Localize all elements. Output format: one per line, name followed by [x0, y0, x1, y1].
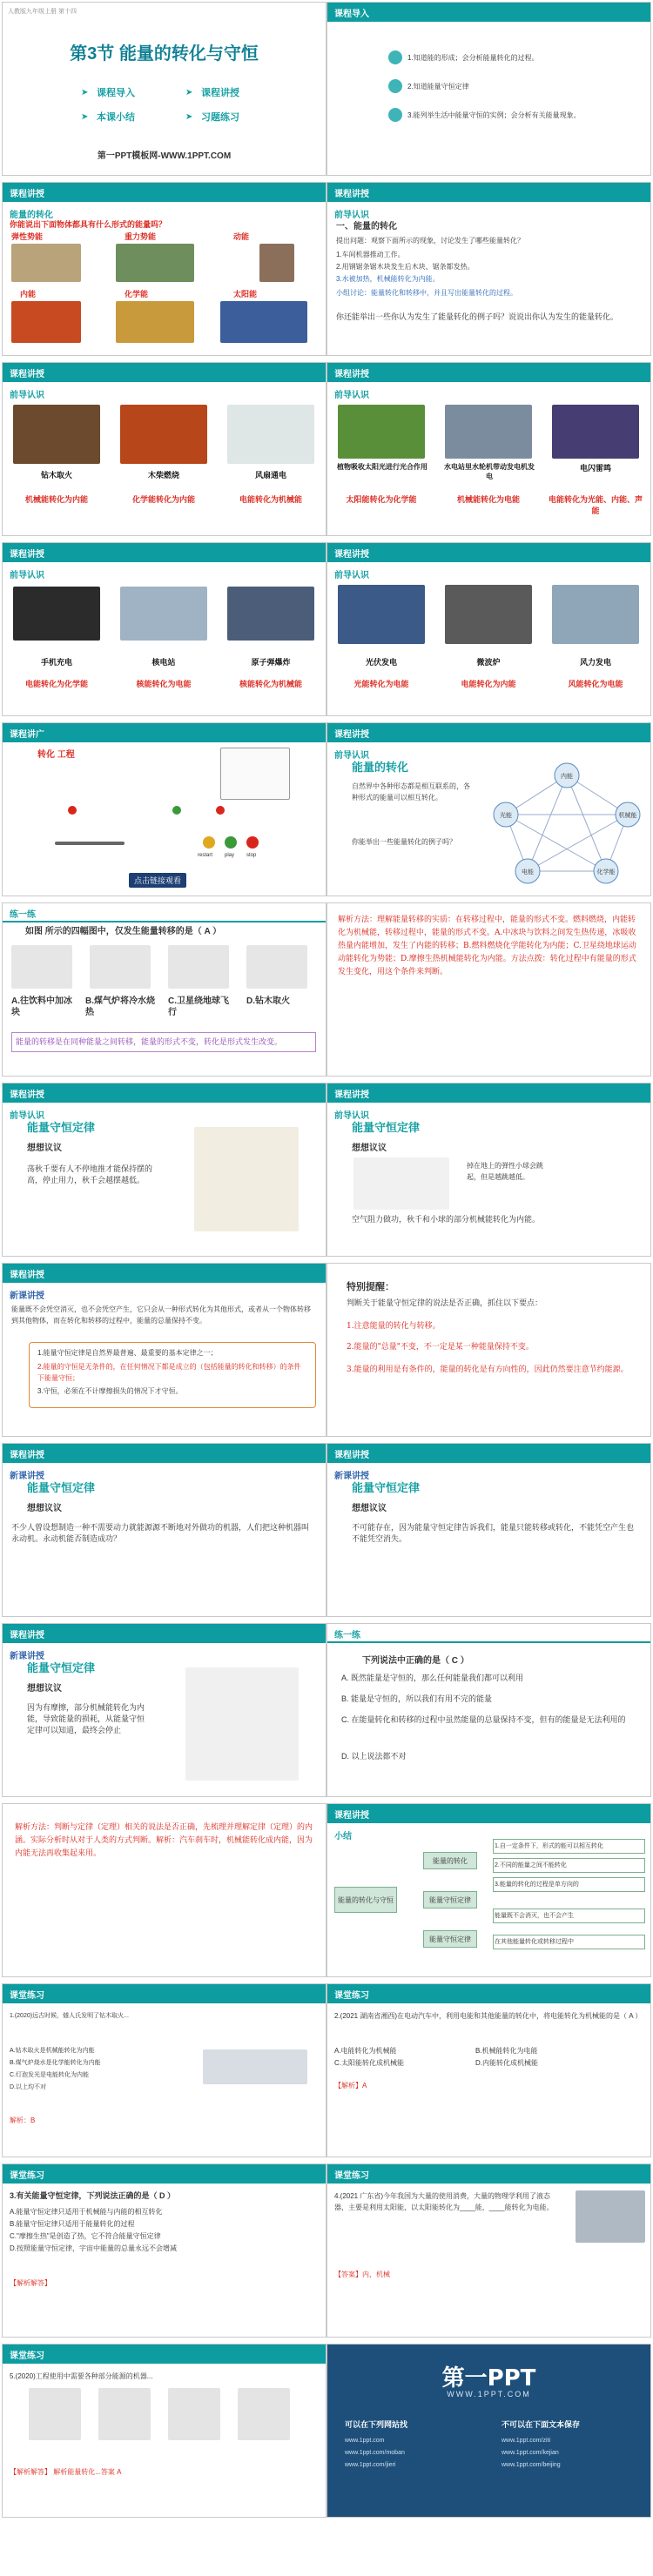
slide-solution-2 [2, 1803, 326, 1977]
answer-text: 【解析解答】 [10, 2279, 51, 2287]
slide-conservation-1 [2, 1083, 326, 1257]
example-caption: 风扇通电 [254, 471, 286, 480]
header-label: 课程导入 [334, 10, 369, 19]
header-label: 课程讲授 [10, 1451, 44, 1460]
header-label: 课程讲授 [334, 730, 369, 740]
option-c[interactable]: C.太阳能转化成机械能 [334, 2059, 404, 2067]
conversion-result: 机械能转化为电能 [456, 495, 520, 504]
slide-header [327, 3, 650, 22]
plant-image [338, 405, 425, 459]
stop-label: stop [246, 853, 257, 858]
mindmap-leaf: 1.自一定条件下，形式的能可以相互转化 [493, 1839, 645, 1854]
header-label: 课程讲授 [10, 1271, 44, 1280]
mindmap-leaf: 2.不同的能量之间不能转化 [493, 1858, 645, 1873]
hydro-image [445, 405, 532, 459]
solution-text: 解析方法：判断与定律（定理）相关的说法是否正确，先梳理并理解定律（定理）的内涵。实际分析时从对于人类的方式判断。解析：汽车刹车时，机械能转化成内能，因为内能无法再收集起来用。 [15, 1823, 313, 1858]
menu-arrow-icon: ➤ [81, 88, 89, 97]
question-text: 5.(2020)工程使用中需要各种部分能源的机器... [10, 2372, 153, 2380]
slide-header [327, 363, 650, 382]
paragraph-2: 你能举出一些能量转化的例子吗？ [352, 838, 456, 846]
menu-arrow-icon: ➤ [185, 112, 193, 122]
slide-header [3, 2164, 326, 2184]
paragraph-1: 因为有摩擦，部分机械能转化为内能，导致能量的损耗，从能量守恒定律可以知道，最终会停止 [27, 1703, 145, 1734]
energy-label-internal: 内能 [20, 290, 37, 299]
menu-arrow-icon: ➤ [81, 112, 89, 122]
slide-examples-4 [326, 542, 651, 716]
slide-conversion-diagram [326, 722, 651, 896]
tips-title: 特别提醒： [347, 1281, 394, 1292]
food-image [116, 301, 194, 343]
slide-header [327, 1624, 650, 1643]
option-a[interactable]: A.能量守恒定律只适用于机械能与内能的相互转化 [10, 2208, 163, 2216]
tip-line: 3.能量的利用是有条件的，能量的转化是有方向性的，因此仍然要注意节约能源。 [347, 1365, 629, 1374]
slide-header [3, 903, 326, 922]
header-label: 课程讲授 [10, 550, 44, 560]
paragraph-4: 3.水被加热，机械能转化为内能。 [336, 275, 440, 283]
restart-label: restart [198, 853, 213, 858]
nuclear-plant-image [120, 587, 207, 641]
node-light: 光能 [500, 813, 512, 819]
site-link[interactable]: www.1ppt.com/moban [345, 2450, 405, 2456]
menu-item-intro[interactable]: 课程导入 [97, 88, 135, 98]
mindmap-branch: 能量守恒定律 [423, 1930, 477, 1948]
note-3: 3.守恒，必须在不计摩擦损失的情况下才守恒。 [37, 1387, 183, 1395]
option-d[interactable]: D.按照能量守恒定律，宇宙中能量的总量永远不会增减 [10, 2244, 177, 2252]
menu-item-exercise[interactable]: 习题练习 [201, 112, 239, 123]
conversion-result: 机械能转化为内能 [24, 495, 88, 504]
option-a[interactable]: A.钻木取火是机械能转化为内能 [10, 2048, 95, 2054]
slide-practice-3 [2, 2163, 326, 2338]
site-link[interactable]: www.1ppt.com/beijing [502, 2462, 561, 2468]
option-c[interactable]: C.灯泡发光是电能转化为内能 [10, 2072, 89, 2078]
slide-energy-conversion-intro [326, 182, 651, 356]
watch-link-button[interactable]: 点击链接观看 [129, 873, 186, 888]
wood-burning-image [120, 405, 207, 464]
slide-header [327, 723, 650, 742]
paragraph-1: 不可能存在，因为能量守恒定律告诉我们，能量只能转移或转化，不能凭空产生也不能凭空消失。 [352, 1523, 635, 1543]
slide-exercise-1 [2, 902, 326, 1077]
section-heading: 一、能量的转化 [336, 222, 397, 231]
tip-line: 1.注意能量的转化与转移。 [347, 1322, 441, 1331]
question-text: 1.(2020)远古时候，燧人氏发明了钻木取火... [10, 2013, 129, 2019]
slide-header [3, 1264, 326, 1283]
energy-label-elastic: 弹性势能 [11, 232, 44, 241]
option-b[interactable]: B.机械能转化为电能 [475, 2047, 538, 2055]
ice-drink-image [11, 945, 72, 989]
option-c[interactable]: C.卫星绕地球飞行 [168, 996, 229, 1017]
explanation-box: 能量的转移是在同种能量之间转移，能量的形式不变，转化是形式发生改变。 [11, 1032, 316, 1052]
example-caption: 木柴燃烧 [147, 471, 179, 480]
conversion-result: 光能转化为电能 [353, 680, 409, 688]
header-label: 课堂练习 [334, 2171, 369, 2181]
play-button[interactable] [225, 836, 237, 849]
section-tag: 前导认识 [334, 211, 369, 220]
header-label: 课堂练习 [10, 2171, 44, 2181]
example-caption: 原子弹爆炸 [251, 658, 291, 667]
option-c[interactable]: C."摩擦生热"是创造了热，它不符合能量守恒定律 [10, 2232, 161, 2240]
restart-button[interactable] [203, 836, 215, 849]
sim-slider[interactable] [55, 842, 125, 845]
objective-1: 1.知道能的形成；会分析能量转化的过程。 [407, 54, 539, 62]
machine-image-3 [168, 2388, 220, 2440]
simulation-title: 转化 工程 [37, 750, 75, 760]
header-label: 课程讲授 [10, 190, 44, 199]
option-a[interactable]: A.往饮料中加冰块 [11, 996, 72, 1017]
header-label: 课程讲授 [334, 1451, 369, 1460]
site-link[interactable]: www.1ppt.com/jieri [345, 2462, 396, 2468]
mindmap-branch: 能量守恒定律 [423, 1891, 477, 1909]
option-a[interactable]: A.电能转化为机械能 [334, 2047, 397, 2055]
slide-subtitle: 能量守恒定律 [352, 1121, 421, 1134]
drill-fire-image [13, 405, 100, 464]
conversion-result: 电能转化为化学能 [24, 680, 88, 688]
slide-examples-3 [2, 542, 326, 716]
option-a[interactable]: A. 既然能量是守恒的，那么任何能量我们都可以利用 [341, 1674, 524, 1682]
option-b[interactable]: B.煤气炉将冷水烧热 [85, 996, 155, 1017]
tip-line: 判断关于能量守恒定律的说法是否正确，抓住以下要点： [347, 1299, 543, 1308]
header-label: 课程讲授 [334, 370, 369, 379]
node-electric: 电能 [522, 869, 534, 875]
example-caption: 风力发电 [579, 658, 611, 667]
example-caption: 电闪雷鸣 [579, 464, 611, 473]
slide-solution-1 [326, 902, 651, 1077]
slide-conservation-law [2, 1263, 326, 1437]
header-label: 课堂练习 [10, 2351, 44, 2361]
paragraph-5: 小组讨论：能量转化和转移中，并且写出能量转化的过程。 [336, 289, 517, 297]
satellite-image [168, 945, 229, 989]
example-caption: 钻木取火 [40, 471, 72, 480]
energy-label-gravity: 重力势能 [125, 232, 157, 241]
discussion-label: 想想议议 [352, 1504, 387, 1513]
slide-header [3, 723, 326, 742]
energy-cycle-diagram [484, 758, 650, 889]
paragraph-1: 提出问题：观察下面所示的现象，讨论发生了哪些能量转化？ [336, 237, 524, 245]
sim-light-icon [216, 806, 225, 815]
option-b[interactable]: B.煤气炉烧水是化学能转化为内能 [10, 2060, 101, 2066]
slide-examples-1 [2, 362, 326, 536]
slide-header [327, 2164, 650, 2184]
paragraph-1: 自然界中各种形态都是相互联系的，各种形式的能量可以相互转化。 [352, 782, 470, 802]
node-mechanical: 机械能 [618, 813, 637, 819]
header-label: 课程讲授 [10, 1631, 44, 1640]
site-link[interactable]: www.1ppt.com/ziti [502, 2438, 551, 2444]
header-label: 练一练 [10, 910, 36, 920]
bullet-03-icon [388, 108, 402, 122]
solar-panel-image [220, 301, 307, 343]
answer-text: 【解析】A [334, 2082, 367, 2090]
paragraph-3: 2.用钢锯条锯木块发生后木块、锯条都发热。 [336, 263, 475, 271]
wind-turbine-image [552, 585, 639, 644]
slide-title-text: 第3节 能量的转化与守恒 [70, 44, 259, 64]
option-c[interactable]: C. 在能量转化和转移的过程中虽然能量的总量保持不变，但有的能量是无法利用的 [341, 1715, 626, 1724]
swing-image [194, 1127, 299, 1231]
paragraph-1: 掉在地上的弹性小球会跳起，但是越跳越低。 [467, 1162, 543, 1181]
stop-button[interactable] [246, 836, 259, 849]
bow-image [11, 244, 81, 282]
example-caption: 微波炉 [476, 658, 501, 667]
sim-light-icon [68, 806, 77, 815]
left-column-title: 可以在下列网站找 [345, 2420, 408, 2429]
brand-logo: 第一PPT [441, 2365, 536, 2392]
objective-3: 3.能列举生活中能量守恒的实例；会分析有关能量现象。 [407, 111, 581, 119]
mindmap-leaf: 在其他能量转化或转移过程中 [493, 1935, 645, 1949]
option-b[interactable]: B.能量守恒定律只适用于能量转化的过程 [10, 2220, 135, 2228]
slide-practice-1 [2, 1983, 326, 2157]
bouncing-ball-image [353, 1157, 449, 1210]
slide-simulation [2, 722, 326, 896]
tip-line: 2.能量的"总量"不变，不一定是某一种能量保持不变。 [347, 1343, 534, 1352]
conversion-result: 电能转化为光能、内能、声能 [548, 495, 643, 515]
section-tag: 能量的转化 [10, 211, 53, 220]
section-tag: 前导认识 [10, 391, 44, 400]
example-caption: 植物吸收太阳光进行光合作用 [337, 463, 427, 471]
sim-light-icon [172, 806, 181, 815]
drill-image [246, 945, 307, 989]
conversion-result: 太阳能转化为化学能 [346, 495, 417, 504]
question-text: 4.(2021 广东省)今年我国为大量的使用消费，大量的物理学利用了液态器，主要是利用太阳能，以太阳能转化为____能，____能转化为电能。 [334, 2192, 554, 2211]
solar-pv-image [338, 585, 425, 644]
answer-text: 【答案】内，机械 [334, 2271, 390, 2278]
question-text: 2.(2021 湖南省湘西)在电动汽车中，利用电能和其他能量的转化中，将电能转化为机械能的是（ A ） [334, 2012, 643, 2020]
slide-conservation-2 [326, 1083, 651, 1257]
site-credit: 第一PPT模板网-WWW.1PPT.COM [97, 151, 232, 161]
site-link[interactable]: www.1ppt.com [345, 2438, 385, 2444]
discussion-label: 想想议议 [352, 1144, 387, 1153]
machine-image-1 [29, 2388, 81, 2440]
conversion-result: 风能转化为电能 [568, 680, 623, 688]
slide-objectives [326, 2, 651, 176]
slide-header [327, 1444, 650, 1463]
slide-subtitle: 能量守恒定律 [27, 1121, 96, 1134]
section-tag: 前导认识 [334, 751, 369, 761]
slide-credits [326, 2344, 651, 2518]
section-tag: 新课讲授 [10, 1652, 44, 1661]
section-tag: 前导认识 [334, 571, 369, 580]
train-image [203, 2049, 307, 2084]
mindmap-branch: 能量的转化 [423, 1852, 477, 1869]
paragraph-1: 荡秋千要有人不停地推才能保持摆的高，停止用力，秋千会越摆越低。 [27, 1164, 153, 1184]
slide-perpetual-motion-a [326, 1443, 651, 1617]
fire-image [11, 301, 81, 343]
edition-label: 人教版九年级上册 第十四 [8, 9, 77, 15]
node-chemical: 化学能 [596, 869, 616, 875]
header-label: 课程讲授 [334, 190, 369, 199]
discussion-label: 想想议议 [27, 1684, 62, 1694]
note-1: 1.能量守恒定律是自然界最普遍、最重要的基本定律之一； [37, 1349, 218, 1357]
question-text: 如图 所示的四幅图中，仅发生能量转移的是（ A ） [25, 927, 222, 936]
gas-stove-image [90, 945, 151, 989]
slide-subtitle: 能量守恒定律 [352, 1481, 421, 1494]
slide-header [3, 1083, 326, 1103]
section-tag: 前导认识 [334, 1111, 369, 1121]
example-caption: 水电站里水轮机带动发电机发电 [444, 463, 535, 480]
slide-examples-2 [326, 362, 651, 536]
slide-exercise-2 [326, 1623, 651, 1797]
slide-header [3, 1444, 326, 1463]
answer-text: 【解析解答】 解析能量转化...答案 A [10, 2468, 122, 2476]
conversion-result: 化学能转化为内能 [131, 495, 195, 504]
slide-header [327, 1804, 650, 1823]
power-plant-image [576, 2190, 645, 2243]
slide-practice-4 [326, 2163, 651, 2338]
slide-header [327, 183, 650, 202]
question-text: 你能说出下面物体都具有什么形式的能量吗？ [10, 220, 167, 229]
section-tag: 新课讲授 [334, 1472, 369, 1481]
paragraph-6: 你还能举出一些你认为发生了能量转化的例子吗？说说出你认为发生的能量转化。 [336, 312, 619, 321]
header-label: 课程讲授 [334, 1811, 369, 1821]
section-tag: 新课讲授 [10, 1472, 44, 1481]
phone-charge-image [13, 587, 100, 641]
mindmap-leaf: 3.能量的转化的过程是单方向的 [493, 1877, 645, 1892]
header-label: 课程讲授 [334, 550, 369, 560]
slide-tips [326, 1263, 651, 1437]
conversion-result: 核能转化为机械能 [239, 680, 302, 688]
lightning-image [552, 405, 639, 459]
slide-energy-forms [2, 182, 326, 356]
menu-item-lecture[interactable]: 课程讲授 [201, 88, 239, 98]
example-caption: 光伏发电 [365, 658, 397, 667]
discussion-label: 想想议议 [27, 1144, 62, 1153]
paragraph-2: 1.车间机器推动工作。 [336, 251, 405, 258]
solution-text: 解析方法：理解能量转移的实质：在转移过程中，能量的形式不变。燃料燃烧，内能转化为机械能，转移过程中，能量的形式不变。A.中冰块与饮料之间发生热传递，冰吸收热量内能增加，发生了内能的转移；B.燃料燃烧化学能转化为内能；C.卫星绕地球运动动能转化为势能；D.摩擦生热机械能转化为内能。方法点拨：转化过程中有能量的形式发生变化，用这个条件来判断。 [338, 916, 636, 976]
slide-header [327, 543, 650, 562]
option-d[interactable]: D.钻木取火 [246, 996, 290, 1006]
slide-friction [2, 1623, 326, 1797]
atomic-bomb-image [227, 587, 314, 641]
slide-header [3, 2345, 326, 2364]
slide-header [3, 363, 326, 382]
slide-header [3, 1984, 326, 2003]
conversion-result: 电能转化为机械能 [239, 495, 302, 504]
slide-summary [326, 1803, 651, 1977]
energy-label-solar: 太阳能 [233, 290, 258, 299]
energy-label-kinetic: 动能 [233, 232, 250, 241]
section-tag: 新课讲授 [10, 1291, 44, 1301]
answer-text: 解析：B [10, 2116, 36, 2124]
fan-image [227, 405, 314, 464]
slide-practice-2 [326, 1983, 651, 2157]
slide-header [3, 183, 326, 202]
site-link[interactable]: www.1ppt.com/kejian [502, 2450, 559, 2456]
runner-image [259, 244, 294, 282]
pendulum-machine-image [185, 1667, 299, 1781]
header-label: 课堂练习 [334, 1991, 369, 2001]
section-tag: 前导认识 [334, 391, 369, 400]
discussion-label: 想想议议 [27, 1504, 62, 1513]
header-label: 课程讲广 [10, 730, 44, 740]
header-label: 课程讲授 [10, 370, 44, 379]
conversion-result: 电能转化为内能 [461, 680, 516, 688]
conversion-result: 核能转化为电能 [136, 680, 192, 688]
slide-header [3, 1624, 326, 1643]
right-column-title: 不可以在下面文本保存 [502, 2420, 581, 2429]
slide-practice-5 [2, 2344, 326, 2518]
mindmap-leaf: 能量既不会消灭，也不会产生 [493, 1909, 645, 1923]
law-text: 能量既不会凭空消灭，也不会凭空产生，它只会从一种形式转化为其他形式，或者从一个物体转移到其他物体，而在转化和转移的过程中，能量的总量保持不变。 [11, 1305, 311, 1325]
example-caption: 核电站 [151, 658, 176, 667]
header-label: 课堂练习 [10, 1991, 44, 2001]
microwave-image [445, 585, 532, 644]
paragraph-1: 不少人曾设想制造一种不需要动力就能源源不断地对外做功的机器，人们把这种机器叫永动机。永动机能否制造成功？ [11, 1523, 310, 1543]
bullet-02-icon [388, 79, 402, 93]
waterfall-image [116, 244, 194, 282]
paragraph-2: 空气阻力做功，秋千和小球的部分机械能转化为内能。 [352, 1215, 541, 1224]
option-b[interactable]: B. 能量是守恒的，所以我们有用不完的能量 [341, 1694, 493, 1703]
slide-header [327, 1083, 650, 1103]
machine-image-2 [98, 2388, 151, 2440]
question-text: 3.有关能量守恒定律，下列说法正确的是（ D ） [10, 2191, 176, 2200]
section-tag: 前导认识 [10, 1111, 44, 1121]
machine-image-4 [238, 2388, 290, 2440]
header-label: 练一练 [334, 1631, 360, 1640]
slide-subtitle: 能量的转化 [352, 761, 409, 774]
objective-2: 2.知道能量守恒定律 [407, 83, 469, 91]
option-d[interactable]: D.内能转化成机械能 [475, 2059, 538, 2067]
section-tag: 小结 [334, 1832, 352, 1841]
energy-label-chemical: 化学能 [125, 290, 149, 299]
note-2: 2.能量的守恒是无条件的，在任何情况下都是成立的（包括能量的转化和转移）的条件下能量守恒； [37, 1363, 301, 1382]
bullet-01-icon [388, 50, 402, 64]
slide-perpetual-motion-q [2, 1443, 326, 1617]
option-d[interactable]: D. 以上说法都不对 [341, 1752, 407, 1761]
brand-url: WWW.1PPT.COM [447, 2390, 531, 2398]
menu-arrow-icon: ➤ [185, 88, 193, 97]
slide-subtitle: 能量守恒定律 [27, 1481, 96, 1494]
slide-header [327, 1984, 650, 2003]
header-label: 课程讲授 [334, 1090, 369, 1100]
question-text: 下列说法中正确的是（ C ） [362, 1656, 469, 1666]
mindmap-center: 能量的转化与守恒 [334, 1887, 397, 1913]
node-internal: 内能 [561, 774, 573, 780]
menu-item-summary[interactable]: 本课小结 [97, 112, 135, 123]
example-caption: 手机充电 [40, 658, 72, 667]
slide-title [2, 2, 326, 176]
play-label: play [225, 853, 235, 858]
option-d[interactable]: D.以上均不对 [10, 2084, 46, 2090]
section-tag: 前导认识 [10, 571, 44, 580]
slide-subtitle: 能量守恒定律 [27, 1661, 96, 1674]
slide-header [3, 543, 326, 562]
simulation-panel [220, 748, 290, 800]
header-label: 课程讲授 [10, 1090, 44, 1100]
